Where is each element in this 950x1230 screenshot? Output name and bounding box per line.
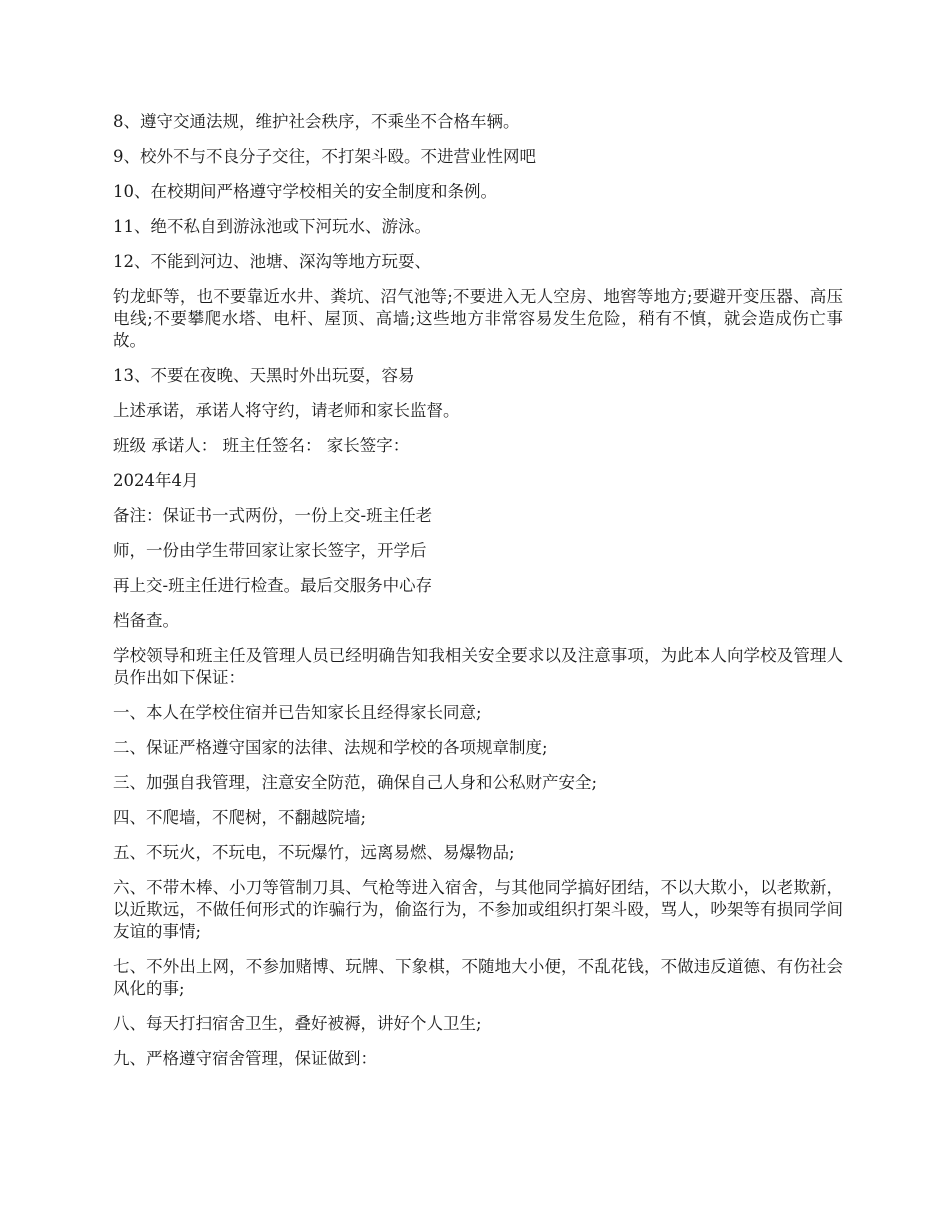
pledge-item-4: 四、不爬墙，不爬树，不翻越院墙; bbox=[113, 808, 367, 827]
remark-line-4: 档备查。 bbox=[113, 611, 179, 630]
rule-9: 9、校外不与不良分子交往，不打架斗殴。不进营业性网吧 bbox=[113, 147, 536, 166]
pledge-item-5: 五、不玩火，不玩电，不玩爆竹，远离易燃、易爆物品; bbox=[113, 843, 515, 862]
remark-line-1: 备注：保证书一式两份，一份上交-班主任老 bbox=[113, 506, 433, 525]
dorm-pledge-intro: 学校领导和班主任及管理人员已经明确告知我相关安全要求以及注意事项，为此本人向学校及管理人员作出如下保证： bbox=[113, 646, 843, 687]
signature-line: 班级 承诺人： 班主任签名： 家长签字： bbox=[113, 436, 410, 455]
document-body bbox=[113, 111, 843, 1083]
rule-11: 11、绝不私自到游泳池或下河玩水、游泳。 bbox=[113, 217, 431, 236]
pledge-item-8: 八、每天打扫宿舍卫生，叠好被褥，讲好个人卫生; bbox=[113, 1014, 482, 1033]
remark-line-3: 再上交-班主任进行检查。最后交服务中心存 bbox=[113, 576, 433, 595]
pledge-item-3: 三、加强自我管理，注意安全防范，确保自己人身和公私财产安全; bbox=[113, 773, 598, 792]
pledge-item-6: 六、不带木棒、小刀等管制刀具、气枪等进入宿舍，与其他同学搞好团结，不以大欺小，以老欺新，以近欺远，不做任何形式的诈骗行为，偷盗行为，不参加或组织打架斗殴，骂人，吵架等有损同学间友谊的事情; bbox=[113, 878, 843, 941]
pledge-item-1: 一、本人在学校住宿并已告知家长且经得家长同意; bbox=[113, 703, 482, 722]
commitment-statement: 上述承诺，承诺人将守约，请老师和家长监督。 bbox=[113, 401, 460, 420]
rule-12-continued: 钓龙虾等，也不要靠近水井、粪坑、沼气池等;不要进入无人空房、地窖等地方;要避开变压器、高压电线;不要攀爬水塔、电杆、屋顶、高墙;这些地方非常容易发生危险，稍有不慎，就会造成伤亡事故。 bbox=[113, 287, 843, 350]
pledge-item-2: 二、保证严格遵守国家的法律、法规和学校的各项规章制度; bbox=[113, 738, 548, 757]
pledge-item-7: 七、不外出上网，不参加赌博、玩牌、下象棋，不随地大小便，不乱花钱，不做违反道德、有伤社会风化的事; bbox=[113, 957, 843, 998]
remark-line-2: 师，一份由学生带回家让家长签字，开学后 bbox=[113, 541, 427, 560]
document-date: 2024年4月 bbox=[113, 471, 199, 490]
pledge-item-9: 九、严格遵守宿舍管理，保证做到： bbox=[113, 1049, 377, 1068]
rule-12: 12、不能到河边、池塘、深沟等地方玩耍、 bbox=[113, 252, 431, 271]
rule-10: 10、在校期间严格遵守学校相关的安全制度和条例。 bbox=[113, 182, 497, 201]
rule-8: 8、遵守交通法规，维护社会秩序，不乘坐不合格车辆。 bbox=[113, 112, 520, 131]
rule-13: 13、不要在夜晚、天黑时外出玩耍，容易 bbox=[113, 366, 415, 385]
